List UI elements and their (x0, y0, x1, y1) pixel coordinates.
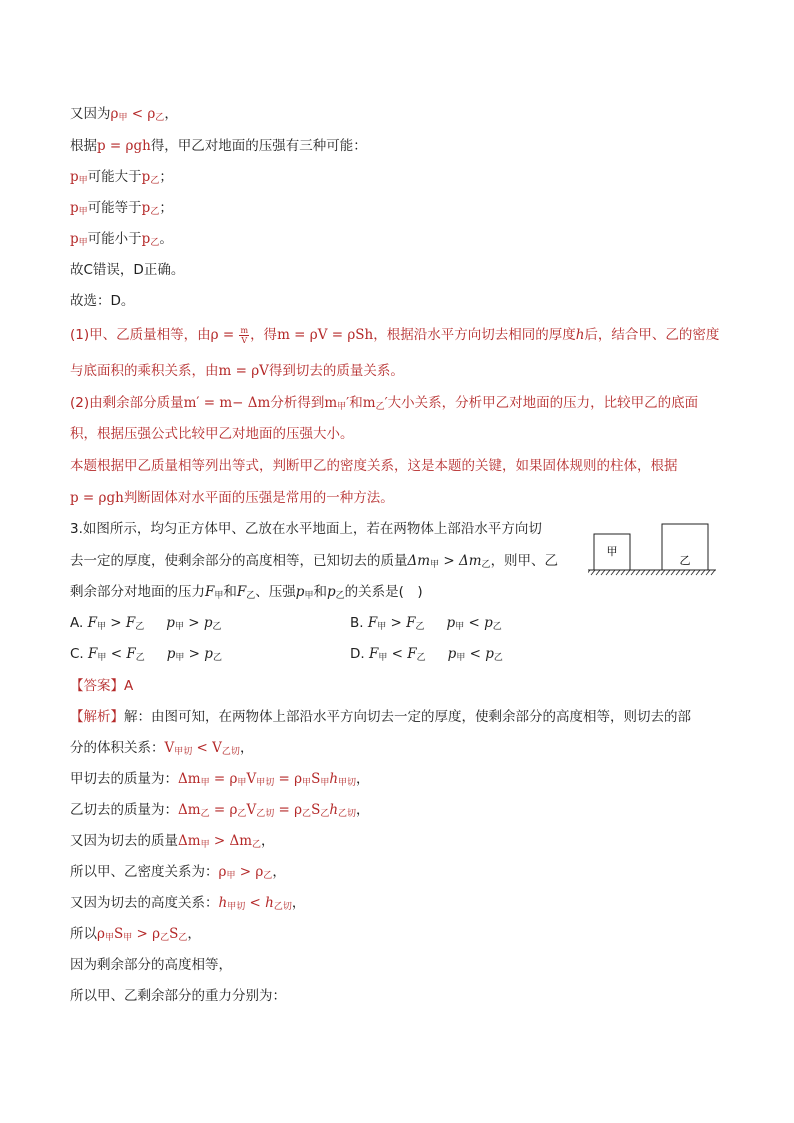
hatch-stroke (631, 570, 635, 575)
hatch-stroke (666, 570, 670, 575)
analysis-line-8: 所以$\rho_甲S_甲 > \rho_乙S_乙$， (70, 926, 201, 943)
hatch-stroke (591, 570, 595, 575)
hatch-stroke (596, 570, 600, 575)
hatch-stroke (676, 570, 680, 575)
hatch-stroke (661, 570, 665, 575)
option-c: C. $F_甲 < F_乙$ $p_甲 > p_乙$ (70, 646, 222, 663)
hatch-stroke (686, 570, 690, 575)
analysis-line-5: 又因为切去的质量$\Delta m_甲 > \Delta m_乙$， (70, 833, 275, 850)
text-line-13: p = ρgh判断固体对水平面的压强是常用的一种方法。 (70, 490, 394, 506)
analysis-line-2: 分的体积关系：$V_{甲切} < V_{乙切}$， (70, 740, 254, 757)
hatch-stroke (601, 570, 605, 575)
text-line-4: $p_甲$可能等于$p_乙$； (70, 200, 173, 217)
hatch-stroke (656, 570, 660, 575)
hatch-stroke (646, 570, 650, 575)
text-line-3: $p_甲$可能大于$p_乙$； (70, 169, 173, 186)
hatch-stroke (626, 570, 630, 575)
hatch-stroke (621, 570, 625, 575)
answer-line: 【答案】A (70, 678, 134, 694)
option-a: A. $F_甲 > F_乙$ $p_甲 > p_乙$ (70, 615, 222, 632)
analysis-line-6: 所以甲、乙密度关系为：$\rho_甲 > \rho_乙$， (70, 864, 286, 881)
hatch-stroke (706, 570, 710, 575)
analysis-line-3: 甲切去的质量为：$\Delta m_甲 = \rho_甲V_{甲切} = \rho_甲S_甲h_{甲切}$， (70, 771, 370, 788)
cube-yi-label: 乙 (679, 554, 691, 567)
hatch-stroke (641, 570, 645, 575)
hatch-stroke (651, 570, 655, 575)
hatch-stroke (588, 570, 590, 575)
cubes-figure (588, 522, 718, 576)
analysis-line-4: 乙切去的质量为：$\Delta m_乙 = \rho_乙V_{乙切} = \rho_乙S_乙h_{乙切}$， (70, 802, 370, 819)
question-3-line-2: 去一定的厚度，使剩余部分的高度相等，已知切去的质量$\Delta m_甲 > \Delta m_乙$，则甲、乙 (70, 553, 559, 570)
hatch-stroke (711, 570, 715, 575)
analysis-line-1: 【解析】解：由图可知，在两物体上部沿水平方向切去一定的厚度，使剩余部分的高度相等，则切去的部 (70, 709, 691, 725)
ground-hatching (588, 570, 715, 575)
option-b: B. $F_甲 > F_乙$ $p_甲 < p_乙$ (350, 615, 502, 632)
text-line-8: (1)甲、乙质量相等，由ρ = $\frac{m}{V}$ ，得m = ρV = ρSh，根据沿水平方向切去相同的厚度h后，结合甲、乙的密度 (70, 325, 720, 345)
hatch-stroke (606, 570, 610, 575)
text-line-1: 又因为$\rho_甲 < \rho_乙$， (70, 106, 178, 123)
text-line-11: 积，根据压强公式比较甲乙对地面的压强大小。 (70, 426, 354, 442)
text-line-7: 故选：D。 (70, 293, 135, 309)
analysis-line-9: 因为剩余部分的高度相等， (70, 957, 232, 973)
analysis-line-10: 所以甲、乙剩余部分的重力分别为： (70, 988, 286, 1004)
analysis-line-7: 又因为切去的高度关系：$h_{甲切} < h_{乙切}$， (70, 895, 306, 912)
hatch-stroke (616, 570, 620, 575)
text-line-2: 根据p = ρgh得，甲乙对地面的压强有三种可能： (70, 138, 367, 154)
hatch-stroke (671, 570, 675, 575)
hatch-stroke (611, 570, 615, 575)
cube-jia-label: 甲 (606, 545, 618, 558)
option-d: D. $F_甲 < F_乙$ $p_甲 < p_乙$ (350, 646, 503, 663)
text-line-5: $p_甲$可能小于$p_乙$。 (70, 231, 173, 248)
hatch-stroke (636, 570, 640, 575)
text-line-12: 本题根据甲乙质量相等列出等式，判断甲乙的密度关系，这是本题的关键，如果固体规则的柱体，根据 (70, 458, 678, 474)
text-line-9: 与底面积的乘积关系，由m = ρV得到切去的质量关系。 (70, 363, 404, 379)
text-line-10: (2)由剩余部分质量m′ = m− Δm分析得到$m_甲'$和$m_乙'$大小关系，分析甲乙对地面的压力，比较甲乙的底面 (70, 395, 699, 412)
hatch-stroke (701, 570, 705, 575)
hatch-stroke (691, 570, 695, 575)
question-3-line-3: 剩余部分对地面的压力$F_甲$和$F_乙$、压强$p_甲$和$p_乙$的关系是( ) (70, 584, 423, 601)
fraction-m-over-v: $\frac{m}{V}$ (240, 325, 249, 345)
hatch-stroke (681, 570, 685, 575)
hatch-stroke (696, 570, 700, 575)
text-line-6: 故C错误，D正确。 (70, 262, 185, 278)
question-3-line-1: 3.如图所示，均匀正方体甲、乙放在水平地面上，若在两物体上部沿水平方向切 (70, 521, 542, 537)
